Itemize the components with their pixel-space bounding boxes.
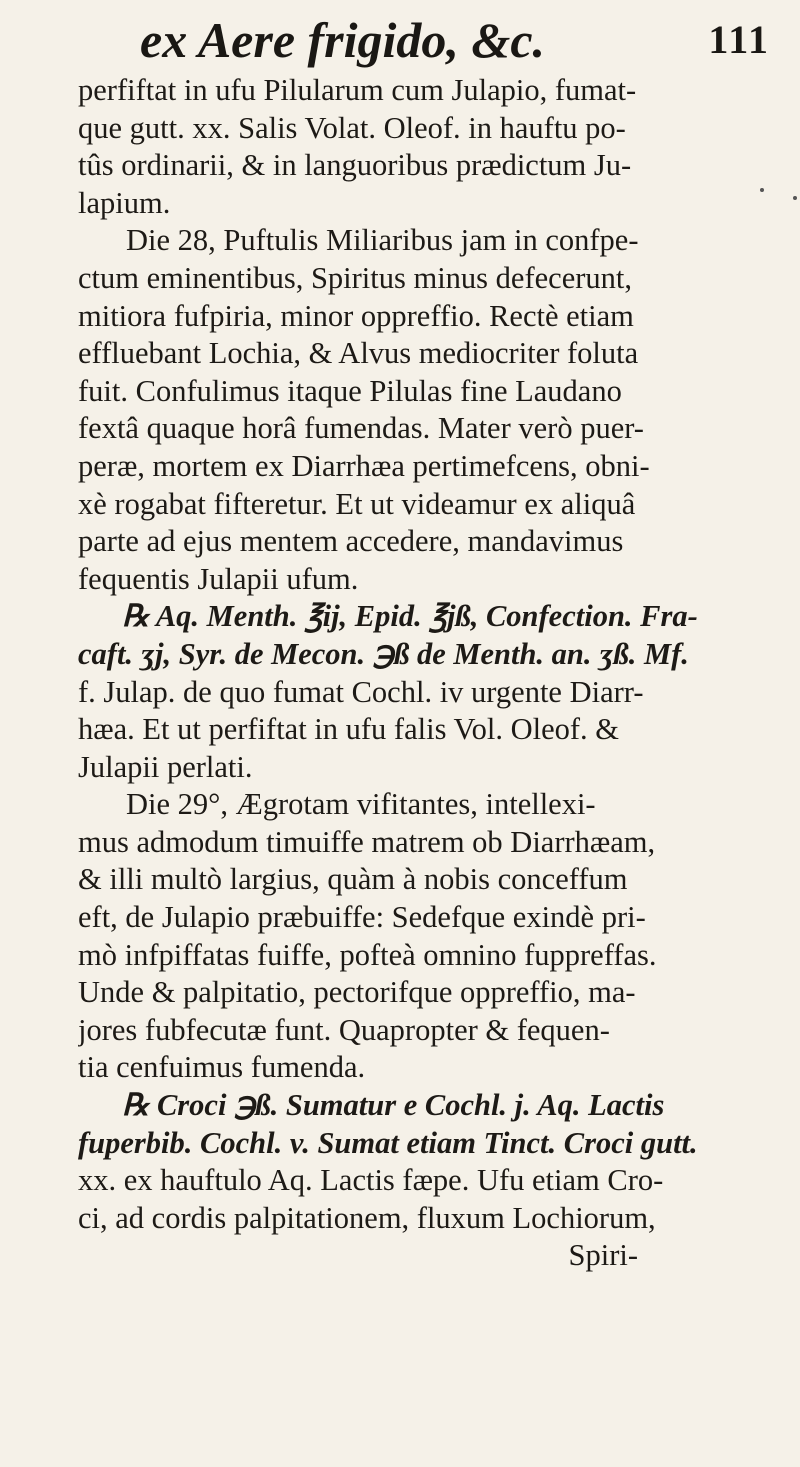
running-head: ex Aere frigido, &c. — [140, 12, 546, 68]
text-line: ci, ad cordis palpitationem, fluxum Lochiorum, — [78, 1200, 656, 1235]
margin-speck — [793, 196, 797, 200]
text-line: peræ, mortem ex Diarrhæa pertimefcens, obni- — [78, 448, 650, 483]
text-line: ℞ Aq. Menth. ℥ij, Epid. ℥jß, Confection. Fra- — [122, 599, 698, 634]
text-line: fequentis Julapii ufum. — [78, 561, 359, 596]
text-line: lapium. — [78, 185, 171, 220]
text-line: Die 28, Puftulis Miliaribus jam in confpe- — [126, 223, 639, 258]
text-line: parte ad ejus mentem accedere, mandavimus — [78, 524, 624, 559]
text-line: xè rogabat fifteretur. Et ut videamur ex aliquâ — [78, 486, 636, 521]
text-line: Julapii perlati. — [78, 749, 253, 784]
text-line: fuit. Confulimus itaque Pilulas fine Laudano — [78, 373, 622, 408]
text-line: mus admodum timuiffe matrem ob Diarrhæam, — [78, 824, 656, 859]
text-line: Die 29°, Ægrotam vifitantes, intellexi- — [126, 787, 596, 822]
text-line: ctum eminentibus, Spiritus minus defecerunt, — [78, 260, 632, 295]
text-line: jores fubfecutæ funt. Quapropter & fequen- — [78, 1012, 610, 1047]
text-line: Spiri- — [568, 1238, 638, 1273]
text-line: perfiftat in ufu Pilularum cum Julapio, fumat- — [78, 73, 637, 107]
text-line: fextâ quaque horâ fumendas. Mater verò puer- — [78, 411, 644, 446]
text-line: mò infpiffatas fuiffe, pofteà omnino fuppreffas. — [78, 937, 657, 972]
text-line: eft, de Julapio præbuiffe: Sedefque exindè pri- — [78, 900, 646, 935]
text-line: hæa. Et ut perfiftat in ufu falis Vol. Oleof. & — [78, 712, 620, 747]
text-line: fuperbib. Cochl. v. Sumat etiam Tinct. Croci gutt. — [78, 1125, 698, 1160]
text-line: caft. ʒj, Syr. de Mecon. ℈ß de Menth. an. ʒß. Mf. — [78, 636, 689, 671]
text-line: effluebant Lochia, & Alvus mediocriter foluta — [78, 336, 639, 371]
page-header — [140, 10, 780, 70]
margin-speck — [760, 188, 764, 192]
page-number: 111 — [708, 17, 770, 62]
text-line: Unde & palpitatio, pectorifque oppreffio, ma- — [78, 975, 636, 1010]
text-line: & illi multò largius, quàm à nobis conceffum — [78, 862, 628, 897]
text-line: f. Julap. de quo fumat Cochl. iv urgente Diarr- — [78, 674, 644, 709]
body-text — [78, 72, 738, 1275]
text-line: tia cenfuimus fumenda. — [78, 1050, 366, 1085]
text-line: tûs ordinarii, & in languoribus prædictum Ju- — [78, 148, 632, 183]
text-line: que gutt. xx. Salis Volat. Oleof. in hauftu po- — [78, 110, 626, 145]
text-line: xx. ex hauftulo Aq. Lactis fæpe. Ufu etiam Cro- — [78, 1163, 664, 1198]
text-line: ℞ Croci ℈ß. Sumatur e Cochl. j. Aq. Lactis — [122, 1088, 665, 1123]
text-line: mitiora fufpiria, minor oppreffio. Rectè etiam — [78, 298, 634, 333]
